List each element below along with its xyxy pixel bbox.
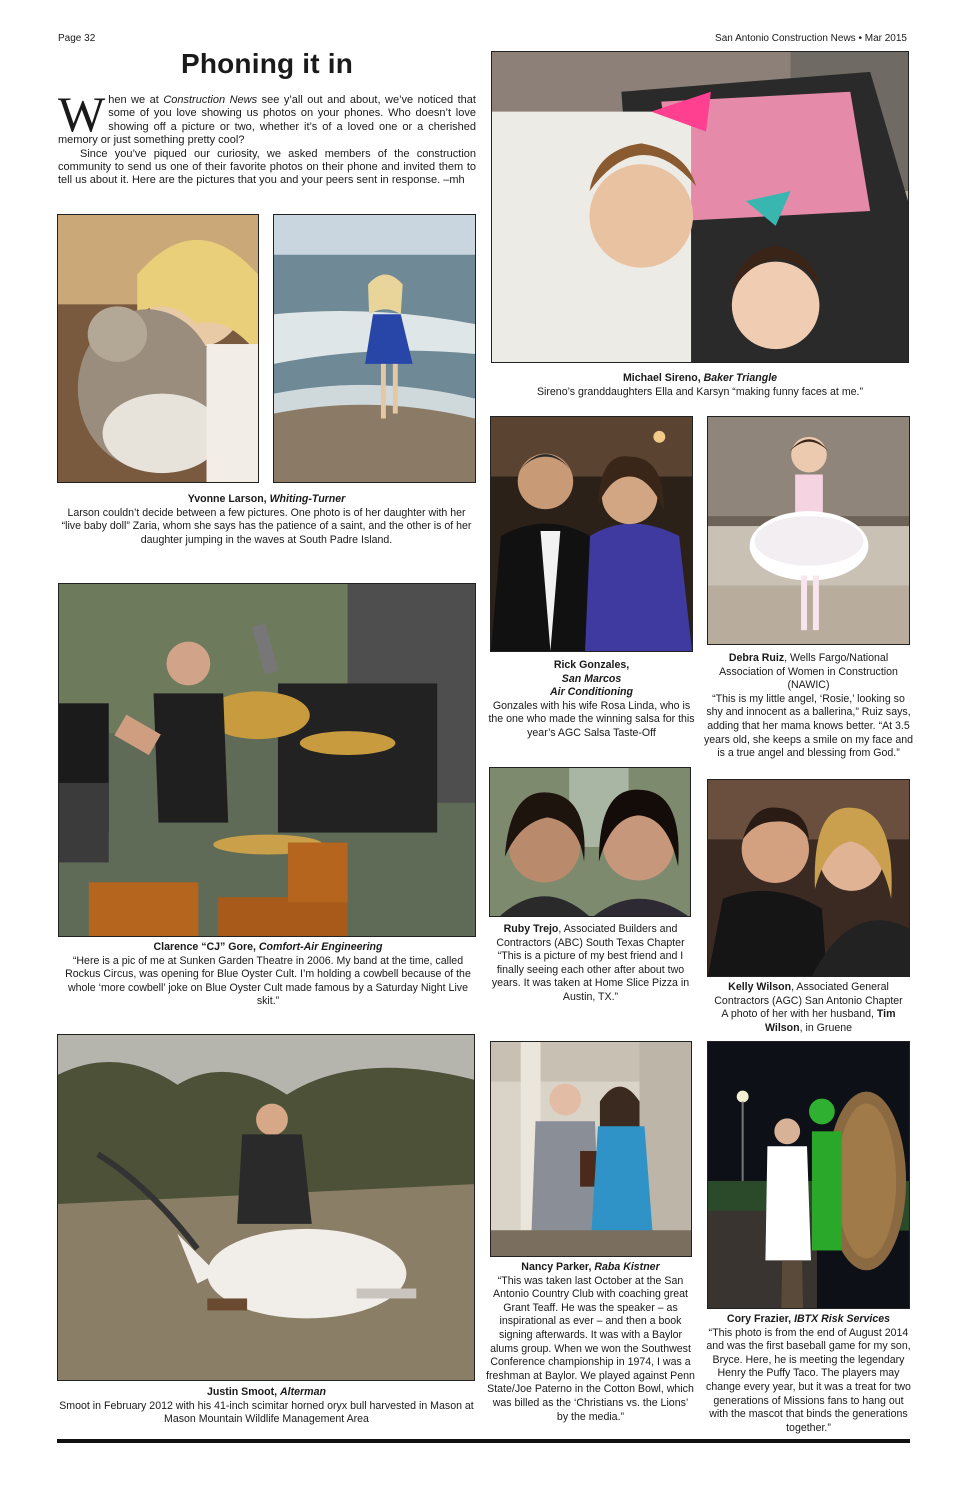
photo-ruiz bbox=[707, 416, 910, 645]
caption-sireno: Michael Sireno, Baker Triangle Sireno’s granddaughters Ella and Karsyn “making funny faces at me.” bbox=[536, 372, 864, 398]
photo-larson-cat bbox=[57, 214, 259, 483]
drop-cap: W bbox=[58, 86, 106, 142]
caption-parker: Nancy Parker, Raba Kistner “This was taken last October at the San Antonio Country Club with coaching great Grant Teaff. He was the speaker – as inspirational as ever – and then a book signing afterwards. It was with a Baylor alums group. When we won the Southwest Conference championship in 1974, I was a freshman at Baylor. We played against Penn State/Joe Paterno in the Cotton Bowl, which was billed as the ‘Christians vs. the Lions’ by the media.” bbox=[486, 1261, 695, 1423]
caption-trejo: Ruby Trejo, Associated Builders and Contractors (ABC) South Texas Chapter “This is a picture of my best friend and I finally seeing each other after about two years. It was taken at Home Slice Pizza in Austin, TX.” bbox=[491, 923, 690, 1003]
caption-ruiz: Debra Ruiz, Wells Fargo/National Association of Women in Construction (NAWIC) “This is my little angel, ‘Rosie,’ looking so shy and innocent as a ballerina,” Ruiz says, adding that her mama knows better. “At 3.5 years old, she keeps a smile on my face and is a true angel and blessing from God.” bbox=[703, 652, 914, 760]
photo-trejo bbox=[489, 767, 691, 917]
photo-gore bbox=[58, 583, 476, 937]
photo-wilson bbox=[707, 779, 910, 977]
photo-sireno bbox=[491, 51, 909, 363]
publication-line: San Antonio Construction News • Mar 2015 bbox=[715, 33, 907, 44]
caption-wilson: Kelly Wilson, Associated General Contractors (AGC) San Antonio Chapter A photo of her with her husband, Tim Wilson, in Gruene bbox=[714, 981, 903, 1034]
bottom-rule bbox=[57, 1439, 910, 1443]
caption-gore: Clarence “CJ” Gore, Comfort-Air Engineering “Here is a pic of me at Sunken Garden Theatre in 2006. My band at the time, called Rockus Circus, was opening for Blue Oyster Cult. I’m holding a cowbell because of the whole ‘more cowbell’ joke on Blue Oyster Cult made famous by a Saturday Night Live skit.” bbox=[65, 941, 471, 1008]
photo-frazier bbox=[707, 1041, 910, 1309]
caption-gonzales: Rick Gonzales, San Marcos Air Conditioning Gonzales with his wife Rosa Linda, who is the one who made the winning salsa for this year’s AGC Salsa Taste-Off bbox=[488, 659, 695, 739]
photo-gonzales bbox=[490, 416, 693, 652]
article-intro: When we at Construction News see y’all out and about, we’ve noticed that some of you love showing us photos on your phones. Who doesn’t love showing off a picture or two, whether it’s of a loved one or a cherished memory or just something pretty cool? Since you’ve piqued our curiosity, we asked members of the construction community to send us one of their favorite photos on their phone and invited them to tell us about it. Here are the pictures that you and your peers sent in response. –mh bbox=[58, 86, 476, 187]
article-title: Phoning it in bbox=[180, 48, 354, 79]
caption-larson: Yvonne Larson, Whiting-Turner Larson couldn’t decide between a few pictures. One photo is of her daughter with her “live baby doll” Zaria, whom she says has the patience of a saint, and the other is of her daughter jumping in the waves at South Padre Island. bbox=[61, 493, 472, 546]
caption-smoot: Justin Smoot, Alterman Smoot in February 2012 with his 41-inch scimitar horned oryx bull harvested in Mason at Mason Mountain Wildlife Management Area bbox=[59, 1386, 474, 1426]
intro-paragraph-2: Since you’ve piqued our curiosity, we asked members of the construction community to send us one of their favorite photos on their phone and invited them to tell us about it. Here are the pictures that you and your peers sent in response. –mh bbox=[58, 147, 476, 187]
photo-larson-beach bbox=[273, 214, 476, 483]
photo-smoot bbox=[57, 1034, 475, 1381]
caption-frazier: Cory Frazier, IBTX Risk Services “This photo is from the end of August 2014 and was the first baseball game for my son, Bryce. Here, he is meeting the legendary Henry the Puffy Taco. The players may change every year, but it was a treat for two generations of Missions fans to hang out with the mascot that binds the generations together.” bbox=[706, 1313, 911, 1434]
page-number: Page 32 bbox=[58, 33, 96, 44]
photo-parker bbox=[490, 1041, 692, 1257]
